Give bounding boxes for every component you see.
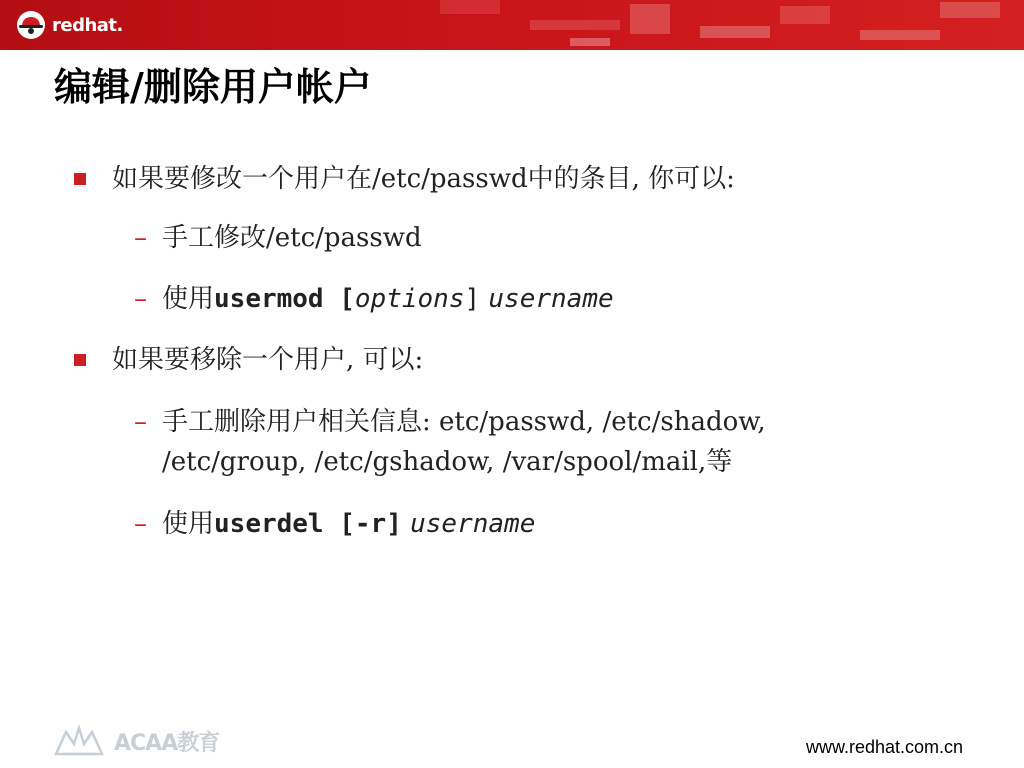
bullet-modify	[112, 161, 735, 197]
dash-bullet-icon: –	[134, 284, 147, 314]
acaa-logo-icon	[52, 724, 106, 758]
shadowman-icon	[16, 10, 46, 40]
dash-bullet-icon: –	[134, 407, 147, 437]
watermark-text: ACAA教育	[114, 730, 220, 756]
dash-bullet-icon: –	[134, 223, 147, 253]
manual-delete-line-2: /etc/group, /etc/gshadow, /var/spool/mail,等	[162, 447, 733, 477]
userdel-username: username	[410, 509, 536, 539]
footer-url: www.redhat.com.cn	[806, 737, 964, 757]
bullet-remove	[112, 342, 423, 378]
sub-item-manual-delete	[134, 402, 766, 482]
dash-bullet-icon: –	[134, 509, 147, 539]
acaa-watermark	[52, 724, 219, 758]
header-bar	[0, 0, 1024, 50]
brand-name: redhat.	[52, 14, 123, 36]
sub-item-manual-edit-text: 手工修改/etc/passwd	[162, 223, 422, 253]
userdel-command: userdel [-r]	[214, 509, 402, 539]
slide-title: 编辑/删除用户帐户	[54, 65, 372, 109]
sub-item-manual-edit	[134, 218, 422, 258]
usermod-bracket: ]	[464, 284, 481, 314]
redhat-logo	[16, 10, 123, 40]
bullet-remove-text: 如果要移除一个用户, 可以:	[112, 345, 424, 375]
usermod-prefix: 使用	[162, 284, 215, 314]
sub-item-usermod	[134, 279, 614, 319]
bullet-modify-text: 如果要修改一个用户在/etc/passwd中的条目, 你可以:	[112, 164, 735, 194]
square-bullet-icon	[74, 173, 86, 185]
sub-item-userdel	[134, 504, 536, 544]
header-texture	[420, 0, 1020, 50]
square-bullet-icon	[74, 354, 86, 366]
manual-delete-line-1: 手工删除用户相关信息: etc/passwd, /etc/shadow,	[162, 407, 766, 437]
usermod-command: usermod [	[214, 284, 355, 314]
usermod-options: options	[354, 284, 465, 314]
userdel-prefix: 使用	[162, 509, 215, 539]
usermod-username: username	[488, 284, 614, 314]
